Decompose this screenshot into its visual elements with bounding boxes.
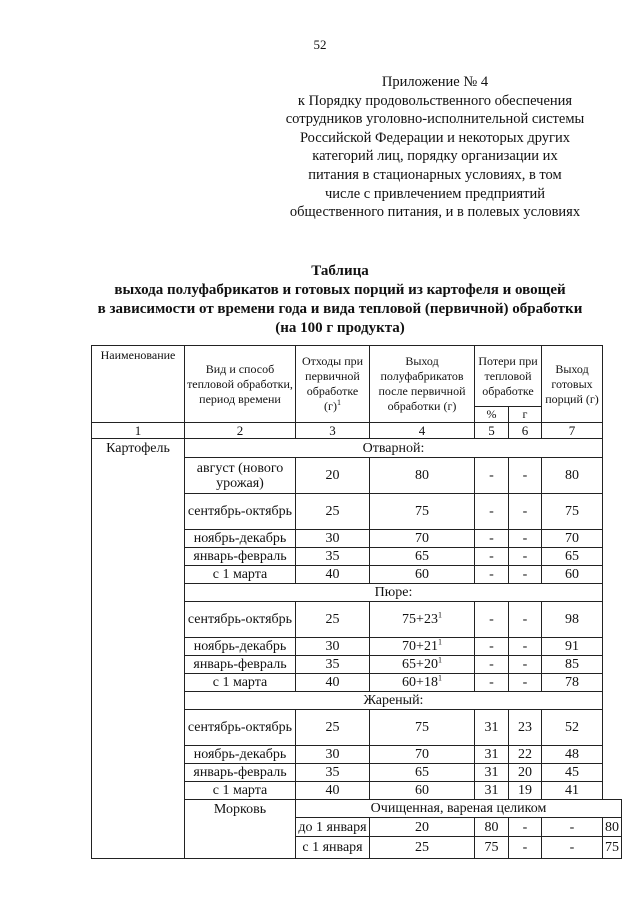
cell-loss-pct: -: [475, 656, 509, 674]
cell-semi: 70: [370, 746, 475, 764]
cell-ready: 78: [542, 674, 603, 692]
cell-ready: 65: [542, 548, 603, 566]
cell-loss-g: -: [509, 674, 542, 692]
cell-loss-pct: 31: [475, 746, 509, 764]
cell-waste: 25: [296, 494, 370, 530]
cell-loss-g: -: [509, 602, 542, 638]
col-number: 4: [370, 423, 475, 439]
cell-loss-pct: -: [475, 638, 509, 656]
header-name: Наименование: [92, 346, 185, 423]
col-number: 1: [92, 423, 185, 439]
cell-waste: 40: [296, 674, 370, 692]
cell-waste: 25: [296, 602, 370, 638]
cell-ready: 45: [542, 764, 603, 782]
cell-ready: 52: [542, 710, 603, 746]
cell-waste: 20: [296, 458, 370, 494]
cell-ready: 48: [542, 746, 603, 764]
cell-period: с 1 марта: [185, 566, 296, 584]
cell-semi: 80: [370, 458, 475, 494]
cell-waste: 30: [296, 746, 370, 764]
cell-semi: 75: [475, 837, 509, 859]
cell-loss-g: -: [509, 494, 542, 530]
cell-ready: 98: [542, 602, 603, 638]
cell-loss-pct: 31: [475, 782, 509, 800]
cell-loss-pct: -: [475, 458, 509, 494]
header-method: Вид и способ тепловой обработки, период времени: [185, 346, 296, 423]
cell-loss-g: -: [509, 548, 542, 566]
cell-period: январь-февраль: [185, 764, 296, 782]
cell-loss-g: -: [509, 530, 542, 548]
cell-semi: 80: [475, 818, 509, 837]
appendix-line: к Порядку продовольственного обеспечения: [297, 92, 573, 109]
cell-period: ноябрь-декабрь: [185, 746, 296, 764]
cell-period: с 1 марта: [185, 782, 296, 800]
appendix-line: Приложение № 4: [381, 74, 489, 90]
cell-semi: 75: [370, 494, 475, 530]
cell-semi: $60+18^1$: [370, 674, 475, 692]
appendix-note: [265, 73, 605, 222]
cell-period: сентябрь-октябрь: [185, 602, 296, 638]
cell-semi: 65: [370, 764, 475, 782]
cell-semi: $75+23^1$: [370, 602, 475, 638]
cell-period: ноябрь-декабрь: [185, 530, 296, 548]
header-yield-semi: Выход полуфабрикатов после первичной обработки (г): [370, 346, 475, 423]
product-name-carrot: Морковь: [185, 800, 296, 859]
cell-loss-pct: -: [509, 818, 542, 837]
cell-waste: 40: [296, 782, 370, 800]
cell-loss-pct: -: [475, 602, 509, 638]
cell-waste: 30: [296, 530, 370, 548]
cell-period: январь-февраль: [185, 548, 296, 566]
cell-loss-g: -: [542, 837, 603, 859]
cell-waste: 35: [296, 548, 370, 566]
section-boiled: Отварной:: [185, 439, 603, 458]
header-losses-pct: %: [475, 407, 509, 423]
cell-period: январь-февраль: [185, 656, 296, 674]
title-line: выхода полуфабрикатов и готовых порций из картофеля и овощей: [114, 282, 566, 298]
cell-period: ноябрь-декабрь: [185, 638, 296, 656]
cell-ready: 75: [603, 837, 622, 859]
cell-period: до 1 января: [296, 818, 370, 837]
cell-loss-g: -: [509, 458, 542, 494]
cell-waste: 35: [296, 656, 370, 674]
appendix-line: категорий лиц, порядку организации их: [312, 148, 558, 165]
cell-loss-pct: -: [475, 494, 509, 530]
appendix-line: сотрудников уголовно-исполнительной системы: [285, 111, 585, 128]
cell-loss-pct: -: [475, 548, 509, 566]
cell-semi: $70+21^1$: [370, 638, 475, 656]
header-waste: Отходы при первичной обработке $(г)^1$: [296, 346, 370, 423]
cell-period: с 1 марта: [185, 674, 296, 692]
cell-ready: 91: [542, 638, 603, 656]
cell-semi: 65: [370, 548, 475, 566]
cell-ready: 80: [542, 458, 603, 494]
cell-loss-g: 20: [509, 764, 542, 782]
cell-waste: 30: [296, 638, 370, 656]
cell-semi: $65+20^1$: [370, 656, 475, 674]
cell-period: сентябрь-октябрь: [185, 710, 296, 746]
cell-loss-g: 23: [509, 710, 542, 746]
cell-semi: 70: [370, 530, 475, 548]
section-fried: Жареный:: [185, 692, 603, 710]
cell-period: сентябрь-октябрь: [185, 494, 296, 530]
title-line: Таблица: [311, 263, 369, 279]
cell-loss-pct: -: [475, 566, 509, 584]
cell-period: с 1 января: [296, 837, 370, 859]
cell-loss-pct: -: [475, 674, 509, 692]
col-number: 7: [542, 423, 603, 439]
appendix-line: питания в стационарных условиях, в том: [308, 166, 562, 183]
cell-ready: 80: [603, 818, 622, 837]
cell-loss-pct: 31: [475, 764, 509, 782]
cell-ready: 75: [542, 494, 603, 530]
section-puree: Пюре:: [185, 584, 603, 602]
col-number: 2: [185, 423, 296, 439]
header-losses-g: г: [509, 407, 542, 423]
cell-loss-g: -: [509, 638, 542, 656]
page-number: 52: [313, 37, 327, 52]
cell-semi: 60: [370, 782, 475, 800]
product-name-potato: Картофель: [92, 439, 185, 859]
title-line: в зависимости от времени года и вида тепловой (первичной) обработки: [97, 301, 583, 317]
cell-loss-pct: 31: [475, 710, 509, 746]
appendix-line: общественного питания, и в полевых условиях: [289, 204, 581, 221]
table-title: [60, 262, 620, 338]
cell-ready: 41: [542, 782, 603, 800]
cell-loss-g: -: [509, 566, 542, 584]
section-carrot: Очищенная, вареная целиком: [296, 800, 622, 818]
title-line: (на 100 г продукта): [275, 320, 405, 336]
cell-ready: 70: [542, 530, 603, 548]
cell-loss-pct: -: [475, 530, 509, 548]
cell-loss-g: -: [509, 656, 542, 674]
cell-ready: 85: [542, 656, 603, 674]
cell-loss-g: 22: [509, 746, 542, 764]
cell-period: август (нового урожая): [185, 458, 296, 494]
cell-waste: 35: [296, 764, 370, 782]
header-losses: Потери при тепловой обработке: [475, 346, 542, 407]
col-number: 3: [296, 423, 370, 439]
header-yield-ready: Выход готовых порций (г): [542, 346, 603, 423]
col-number: 6: [509, 423, 542, 439]
cell-loss-g: 19: [509, 782, 542, 800]
cell-ready: 60: [542, 566, 603, 584]
cell-waste: 25: [296, 710, 370, 746]
yield-table: [91, 345, 622, 859]
appendix-line: Российской Федерации и некоторых других: [299, 129, 571, 146]
cell-semi: 75: [370, 710, 475, 746]
appendix-line: числе с привлечением предприятий: [325, 185, 545, 202]
cell-waste: 25: [370, 837, 475, 859]
cell-semi: 60: [370, 566, 475, 584]
cell-waste: 20: [370, 818, 475, 837]
col-number: 5: [475, 423, 509, 439]
cell-loss-pct: -: [509, 837, 542, 859]
cell-loss-g: -: [542, 818, 603, 837]
cell-waste: 40: [296, 566, 370, 584]
